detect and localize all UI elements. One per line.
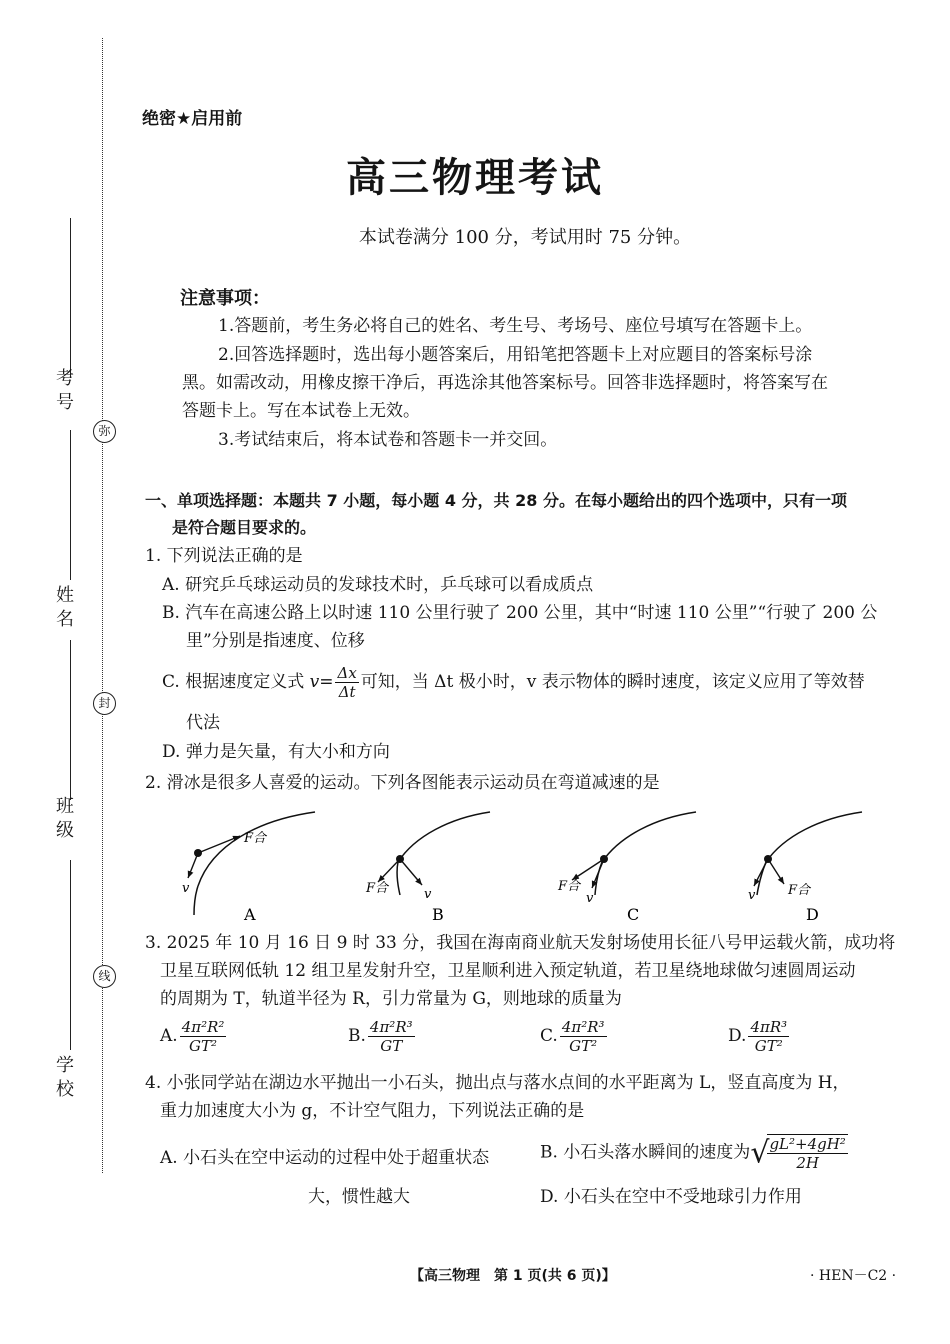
force-arrow-d <box>768 859 784 884</box>
q1-option-b-line-2: 里”分别是指速度、位移 <box>186 631 365 651</box>
q4-line-2: 重力加速度大小为 g，不计空气阻力，下列说法正确的是 <box>160 1101 585 1121</box>
trajectory-curve-c <box>602 812 696 862</box>
q1-option-d: D. 弹力是矢量，有大小和方向 <box>162 742 390 762</box>
frac-num: Δx <box>337 664 357 682</box>
q1-option-b-line-1: B. 汽车在高速公路上以时速 110 公里行驶了 200 公里，其中“时速 110 公里”“行驶了 200 公 <box>162 603 878 623</box>
section-heading-line-1: 一、单项选择题：本题共 7 小题，每小题 4 分，共 28 分。在每小题给出的四个选项中，只有一项 <box>145 491 847 510</box>
exam-number-label: 考号 <box>53 368 74 416</box>
diagram-d <box>748 812 862 924</box>
option-label-c: C <box>627 905 640 924</box>
force-label-b: F合 <box>366 881 389 896</box>
exam-intro: 本试卷满分 100 分，考试用时 75 分钟。 <box>358 227 692 248</box>
diagram-c <box>557 812 696 924</box>
binding-dotted-line <box>102 38 103 1173</box>
name-label: 姓名 <box>53 585 74 633</box>
velocity-label-b: v <box>424 887 432 902</box>
velocity-label-a: v <box>182 881 190 896</box>
q4-option-b <box>540 1134 850 1172</box>
secret-tag: 绝密★启用前 <box>142 109 243 129</box>
q2-stem: 2. 滑冰是很多人喜爱的运动。下列各图能表示运动员在弯道减速的是 <box>145 773 660 793</box>
page-title: 高三物理考试 <box>346 155 604 201</box>
q1-c-suffix: 可知，当 Δt 极小时，v 表示物体的瞬时速度，该定义应用了等效替 <box>360 672 865 692</box>
footer-code: · HEN－C2 · <box>810 1268 897 1284</box>
seal-mi: 弥 <box>93 420 116 443</box>
trajectory-tail-b <box>397 862 400 895</box>
q3-line-1: 3. 2025 年 10 月 16 日 9 时 33 分，我国在海南商业航天发射场使用长征八号甲运载火箭，成功将 <box>145 933 896 953</box>
q3-option-b <box>348 1018 417 1055</box>
trajectory-curve-a <box>198 812 315 886</box>
q1-option-a: A. 研究乒乓球运动员的发球技术时，乒乓球可以看成质点 <box>162 575 594 595</box>
option-label: C. <box>540 1026 558 1046</box>
frac-num: 4π²R³ <box>369 1018 413 1036</box>
velocity-arrow-a <box>188 853 198 878</box>
velocity-arrow-d <box>754 859 768 886</box>
velocity-arrow-b <box>400 859 422 885</box>
school-fill-line <box>70 860 71 1050</box>
q1-option-c-line-2: 代法 <box>186 713 220 733</box>
option-label-b: B <box>432 905 444 924</box>
q3-option-d <box>728 1018 791 1055</box>
q3-option-c <box>540 1018 609 1055</box>
option-label: A. <box>160 1026 178 1046</box>
force-arrow-a <box>198 836 240 853</box>
option-label-a: A <box>244 905 256 924</box>
velocity-label-c: v <box>586 891 594 906</box>
frac-den: 2H <box>796 1154 819 1172</box>
velocity-definition-fraction <box>335 664 358 701</box>
trajectory-curve-b <box>398 812 490 862</box>
section-heading-line-2: 是符合题目要求的。 <box>172 518 317 537</box>
footer-page-info: 【高三物理 第 1 页(共 6 页)】 <box>410 1268 616 1284</box>
option-b-text: B. 小石头落水瞬间的速度为 <box>540 1142 751 1163</box>
sqrt-sign: √ <box>750 1135 770 1171</box>
force-label-a: F合 <box>244 831 267 846</box>
q4-option-c-fragment: 大，惯性越大 <box>308 1187 410 1207</box>
q3-option-a <box>160 1018 228 1055</box>
q1-c-var: v= <box>309 672 334 692</box>
q4-option-a: A. 小石头在空中运动的过程中处于超重状态 <box>160 1148 490 1168</box>
class-label: 班级 <box>53 796 74 844</box>
skating-force-diagrams <box>140 800 880 935</box>
option-label-d: D <box>806 905 819 924</box>
seal-feng: 封 <box>93 692 116 715</box>
school-label: 学校 <box>53 1055 74 1103</box>
q1-option-c-line-1 <box>162 664 907 701</box>
diagram-b <box>365 812 490 924</box>
q3-line-2: 卫星互联网低轨 12 组卫星发射升空，卫星顺利进入预定轨道，若卫星绕地球做匀速圆周运动 <box>160 961 856 981</box>
diagram-a <box>194 812 315 915</box>
name-fill-line <box>70 430 71 580</box>
class-fill-line <box>70 640 71 800</box>
frac-den: GT² <box>189 1037 218 1055</box>
notice-item-2-line-1: 2.回答选择题时，选出每小题答案后，用铅笔把答题卡上对应题目的答案标号涂 <box>218 345 813 365</box>
notice-item-3: 3.考试结束后，将本试卷和答题卡一并交回。 <box>218 430 558 450</box>
q4-option-d: D. 小石头在空中不受地球引力作用 <box>540 1187 802 1207</box>
option-label: D. <box>728 1026 747 1046</box>
diagram-a-marks <box>182 831 268 924</box>
option-label: B. <box>348 1026 366 1046</box>
seal-xian: 线 <box>93 965 116 988</box>
trajectory-tail-a <box>194 886 198 915</box>
q1-stem: 1. 下列说法正确的是 <box>145 546 303 566</box>
notice-heading: 注意事项： <box>180 288 270 309</box>
frac-num: 4πR³ <box>750 1018 788 1036</box>
force-label-d: F合 <box>788 883 811 898</box>
frac-num: 4π²R² <box>181 1018 225 1036</box>
frac-den: GT² <box>569 1037 598 1055</box>
notice-item-1: 1.答题前，考生务必将自己的姓名、考生号、考场号、座位号填写在答题卡上。 <box>218 316 813 336</box>
frac-den: Δt <box>338 683 356 701</box>
q1-c-prefix: C. 根据速度定义式 <box>162 672 305 692</box>
q4-line-1: 4. 小张同学站在湖边水平抛出一小石头，抛出点与落水点间的水平距离为 L，竖直高度为 H， <box>145 1073 850 1093</box>
notice-item-2-line-2: 黑。如需改动，用橡皮擦干净后，再选涂其他答案标号。回答非选择题时，将答案写在 <box>182 373 828 393</box>
velocity-label-d: v <box>748 888 756 903</box>
q3-line-3: 的周期为 T，轨道半径为 R，引力常量为 G，则地球的质量为 <box>160 989 622 1009</box>
force-label-c: F合 <box>558 879 581 894</box>
frac-den: GT² <box>754 1037 783 1055</box>
trajectory-curve-d <box>766 812 862 862</box>
frac-num: 4π²R³ <box>561 1018 605 1036</box>
frac-num: gL²+4gH² <box>769 1135 846 1153</box>
notice-item-2-line-3: 答题卡上。写在本试卷上无效。 <box>182 401 420 421</box>
frac-den: GT <box>380 1037 403 1055</box>
